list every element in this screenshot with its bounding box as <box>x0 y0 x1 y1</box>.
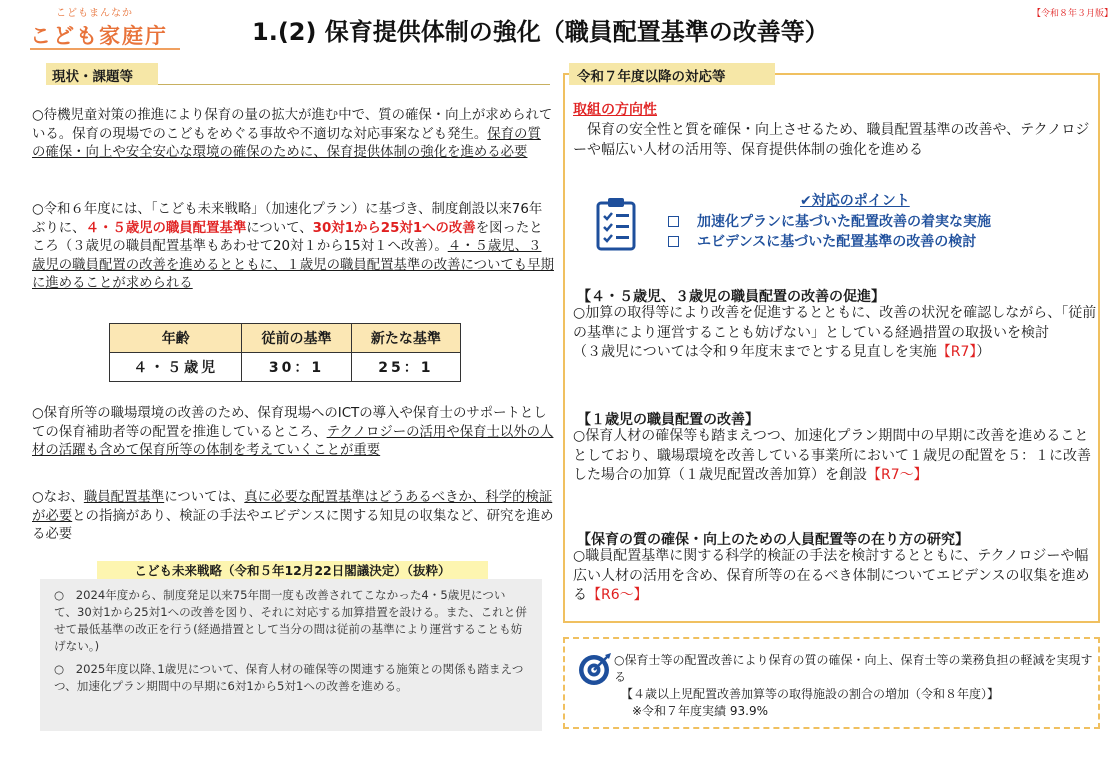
target-icon <box>578 652 612 686</box>
clipboard-checklist-icon <box>596 197 636 251</box>
section-2-tag: 【R7〜】 <box>867 467 928 483</box>
point-item-1 <box>668 211 991 231</box>
issue-3-text: ○保育所等の職場環境の改善のため、保育現場へのICTの導入や保育士のサポートとしての保育補助者等の配置を推進しているところ、 <box>32 406 547 440</box>
table-cell-age: ４・５歳児 <box>110 353 242 382</box>
date-badge: 【令和８年３月版】 <box>1032 9 1114 19</box>
issue-2-text-c: を図ったところ（３歳児の職員配置基準もあわせて20対１から15対１へ改善）。 <box>32 220 543 254</box>
checkbox-square-icon <box>668 236 679 247</box>
section-1-note-close: ） <box>976 344 991 360</box>
table-header-new: 新たな基準 <box>351 324 460 353</box>
logo-name: こども家庭庁 <box>30 24 168 48</box>
section-heading-research: 【保育の質の確保・向上のための人員配置等の在り方の研究】 <box>577 532 969 548</box>
point-item-2-label: エビデンスに基づいた配置基準の改善の検討 <box>697 234 977 250</box>
point-item-2 <box>668 231 976 251</box>
section-body-1-yo <box>573 427 1099 486</box>
issue-2-highlight-a: ４・５歳児の職員配置基準 <box>85 220 247 236</box>
table-header-row <box>110 324 461 353</box>
issue-4-text-b: については、 <box>164 490 245 505</box>
section-body-4-5-3-yo <box>573 304 1099 363</box>
right-section-heading: 令和７年度以降の対応等 <box>569 63 775 85</box>
header <box>0 0 1120 58</box>
issue-paragraph-3 <box>32 405 554 461</box>
issue-2-highlight-b: 30対1から25対1への改善 <box>312 220 476 236</box>
issue-2-text-b: について、 <box>246 220 313 236</box>
issue-3-underlined: テクノロジーの活用や保育士以外の人材の活躍も含めて保育所等の体制を考えていくことが重要 <box>32 424 554 458</box>
issue-4-underlined-a: 職員配置基準 <box>83 490 165 505</box>
checkbox-square-icon <box>668 216 679 227</box>
issue-1-underlined: 保育の質の確保・向上や安全安心な環境の確保のために、保育提供体制の強化を進める必要 <box>32 126 541 160</box>
issue-paragraph-1 <box>32 107 554 163</box>
direction-text: 保育の安全性と質を確保・向上させるため、職員配置基準の改善や、テクノロジーや幅広い人材の活用等、保育提供体制の強化を進める <box>573 122 1090 158</box>
section-1-tag: 【R7】 <box>936 344 977 360</box>
point-item-1-label: 加速化プランに基づいた配置改善の着実な実施 <box>697 214 991 230</box>
issue-2-underlined: ４・５歳児、３歳児の職員配置の改善を進めるとともに、１歳児の職員配置基準の改善についても早期に進めることが求められる <box>32 239 554 291</box>
section-body-research <box>573 547 1099 606</box>
section-2-text: ○保育人材の確保等も踏まえつつ、加速化プラン期間中の早期に改善を進めることとしており、職場環境を改善している事業所において１歳児の配置を５：１に改善した場合の加算（１歳児配置改善加算）を創設 <box>573 428 1091 483</box>
points-title: ✔対応のポイント <box>800 193 910 209</box>
issue-paragraph-2 <box>32 201 554 294</box>
strategy-excerpt-box <box>40 579 542 731</box>
section-heading-1-yo: 【１歳児の職員配置の改善】 <box>577 412 759 428</box>
left-section-heading: 現状・課題等 <box>46 63 158 85</box>
table-row <box>110 353 461 382</box>
goal-indicator: 【４歳以上児配置改善加算等の取得施設の割合の増加（令和８年度）】 <box>621 687 1000 701</box>
logo <box>30 4 170 54</box>
logo-underline <box>30 48 180 50</box>
table-header-age: 年齢 <box>110 324 242 353</box>
table-cell-previous: 30：1 <box>242 353 351 382</box>
section-1-text: ○加算の取得等により改善を促進するとともに、改善の状況を確認しながら、「従前の基準により運営することも妨げない」としている経過措置の取扱いを検討 <box>573 305 1097 341</box>
section-1-note-text: （３歳児については令和９年度末までとする見直しを実施 <box>573 344 937 360</box>
page-title: 1.(2) 保育提供体制の強化（職員配置基準の改善等） <box>252 18 829 46</box>
issue-4-text-a: ○なお、 <box>32 490 84 505</box>
section-heading-4-5-3-yo: 【４・５歳児、３歳児の職員配置の改善の促進】 <box>577 289 885 305</box>
logo-tagline: こどもまんなか <box>56 8 133 19</box>
section-3-text: ○職員配置基準に関する科学的検証の手法を検討するとともに、テクノロジーや幅広い人材の活用を含め、保育所等の在るべき体制についてエビデンスの収集を進める <box>573 548 1090 603</box>
issue-4-text-c: との指摘があり、検証の手法やエビデンスに関する知見の収集など、研究を進める必要 <box>32 508 554 542</box>
staffing-criteria-table <box>109 323 461 382</box>
left-heading-divider <box>158 84 550 85</box>
strategy-item-2: ○ 2025年度以降､1歳児について、保育人材の確保等の関連する施策との関係も踏まえつつ、加速化プラン期間中の早期に6対1から5対1への改善を進める。 <box>54 662 524 693</box>
strategy-excerpt-title: こども未来戦略（令和５年12月22日閣議決定）（抜粋） <box>97 561 488 581</box>
goal-result: ※令和７年度実績 93.9% <box>632 704 768 718</box>
goal-text: ○保育士等の配置改善により保育の質の確保・向上、保育士等の業務負担の軽減を実現する <box>614 653 1093 684</box>
section-1-note <box>573 343 1099 363</box>
table-header-previous: 従前の基準 <box>242 324 351 353</box>
table-cell-new: 25：1 <box>351 353 460 382</box>
direction-label: 取組の方向性 <box>573 102 657 118</box>
strategy-item-1: ○ 2024年度から、制度発足以来75年間一度も改善されてこなかった4・5歳児について、30対1から25対1への改善を図り、それに対応する加算措置を設ける。また、これと併せて最低基準の改正を行う(経過措置として当分の間は従前の基準により運営することも妨げない。) <box>54 588 527 653</box>
issue-4-underlined-b: 真に必要な配置基準はどうあるべきか、科学的検証が必要 <box>32 490 553 524</box>
issue-2-text-a: ○令和６年度には、「こども未来戦略」（加速化プラン）に基づき、制度創設以来76年ぶりに、 <box>32 202 543 236</box>
section-3-tag: 【R6〜】 <box>587 587 648 603</box>
issue-1-text: ○待機児童対策の推進により保育の量の拡大が進む中で、質の確保・向上が求められている。保育の現場でのこどもをめぐる事故や不適切な対応事案なども発生。 <box>32 108 553 142</box>
issue-paragraph-4 <box>32 489 554 545</box>
